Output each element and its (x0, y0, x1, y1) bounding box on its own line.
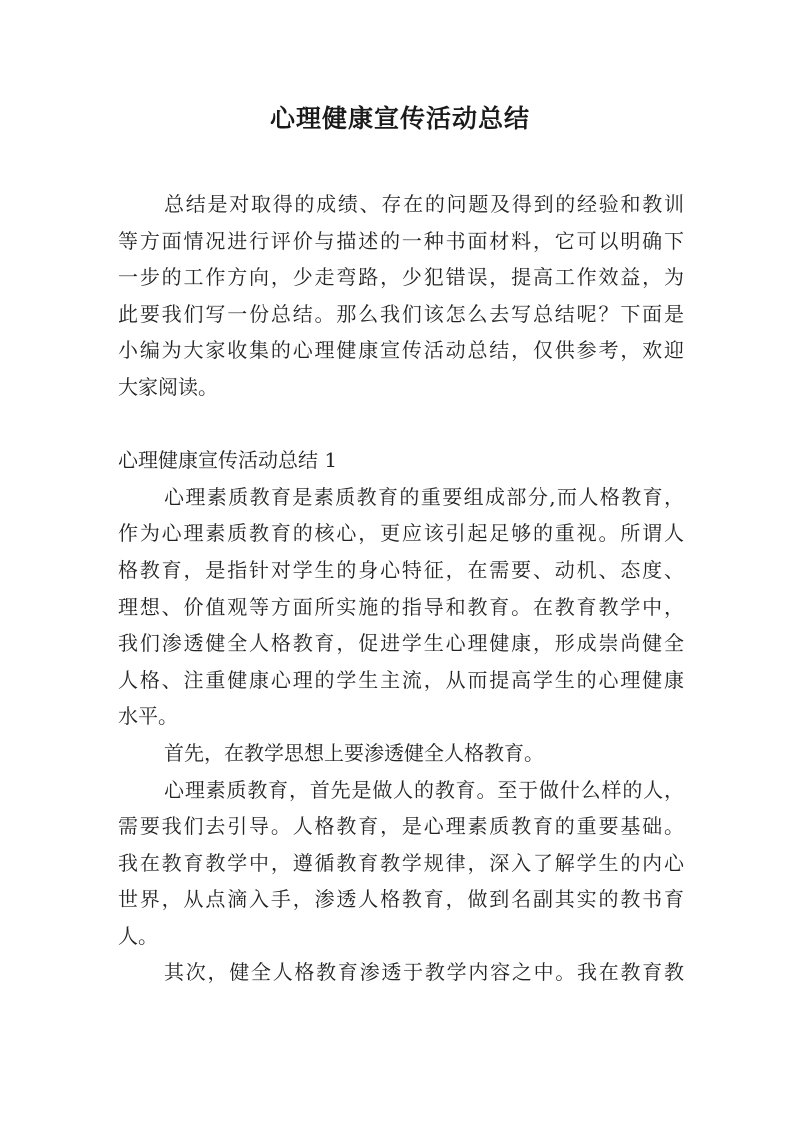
text-line: 我们渗透健全人格教育，促进学生心理健康，形成崇尚健全 (118, 631, 684, 656)
text-line: 人格、注重健康心理的学生主流，从而提高学生的心理健康 (118, 667, 684, 692)
text-line: 需要我们去引导。人格教育，是心理素质教育的重要基础。 (118, 814, 684, 839)
text-line: 此要我们写一份总结。那么我们该怎么去写总结呢？下面是 (118, 301, 684, 326)
section1-paragraph-4 (118, 954, 684, 991)
text-line: 其次，健全人格教育渗透于教学内容之中。我在教育教 (164, 960, 684, 985)
text-line: 大家阅读。 (118, 374, 218, 399)
intro-paragraph (118, 186, 684, 406)
text-line: 世界，从点滴入手，渗透人格教育，做到名副其实的教书育 (118, 887, 684, 912)
text-line: 我在教育教学中，遵循教育教学规律，深入了解学生的内心 (118, 850, 684, 875)
text-line: 小编为大家收集的心理健康宣传活动总结，仅供参考，欢迎 (118, 338, 684, 363)
text-line: 一步的工作方向，少走弯路，少犯错误，提高工作效益，为 (118, 265, 684, 290)
section1-paragraph-2 (118, 735, 684, 772)
text-line: 水平。 (118, 704, 178, 729)
section1-paragraph-1 (118, 479, 684, 735)
text-line: 等方面情况进行评价与描述的一种书面材料，它可以明确下 (118, 228, 684, 253)
section-heading: 心理健康宣传活动总结 1 (118, 448, 338, 473)
paragraph-gap (118, 406, 684, 443)
text-line: 理想、价值观等方面所实施的指导和教育。在教育教学中， (118, 594, 684, 619)
document-body (118, 186, 684, 991)
text-line: 格教育，是指针对学生的身心特征，在需要、动机、态度、 (118, 557, 684, 582)
text-line: 作为心理素质教育的核心，更应该引起足够的重视。所谓人 (118, 521, 684, 546)
text-line: 心理素质教育是素质教育的重要组成部分,而人格教育， (164, 484, 684, 509)
text-line: 人。 (118, 923, 158, 948)
text-line: 首先，在教学思想上要渗透健全人格教育。 (164, 740, 544, 765)
section1-paragraph-3 (118, 772, 684, 955)
text-line: 心理素质教育，首先是做人的教育。至于做什么样的人， (164, 777, 684, 802)
text-line: 总结是对取得的成绩、存在的问题及得到的经验和教训 (164, 192, 684, 216)
document-title: 心理健康宣传活动总结 (269, 104, 530, 133)
